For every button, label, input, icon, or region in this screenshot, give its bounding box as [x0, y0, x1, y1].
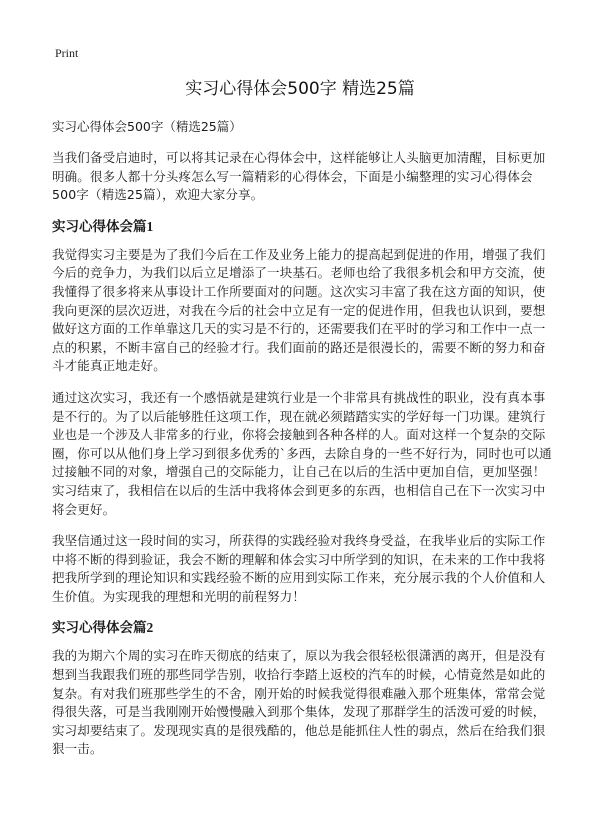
section-1-paragraph-1: 我觉得实习主要是为了我们今后在工作及业务上能力的提高起到促进的作用，增强了我们今后的竞争力，为我们以后立足增添了一块基石。老师也给了我很多机会和甲方交流，使我懂得了很多将来从事设计工作所要面对的问题。这次实习丰富了我在这方面的知识，使我向更深的层次迈进，对我在今后的社会中立足有一定的促进作用，但我也认识到，要想做好这方面的工作单靠这几天的实习是不行的，还需要我们在平时的学习和工作中一点一点的积累，不断丰富自己的经验才行。我们面前的路还是很漫长的，需要不断的努力和奋斗才能真正地走好。 [52, 246, 546, 374]
print-link[interactable]: Print [55, 46, 79, 60]
section-2-paragraph-1: 我的为期六个周的实习在昨天彻底的结束了，原以为我会很轻松很潇洒的离开，但是没有想到当我跟我们班的那些同学告别，收拾行李踏上返校的汽车的时候，心情竟然是如此的复杂。有对我们班那些学生的不舍，刚开始的时候我觉得很难融入那个班集体，常常会觉得很失落，可是当我刚刚开始慢慢融入到那个集体，发现了那群学生的活泼可爱的时候，实习却要结束了。发现现实真的是很残酷的，他总是能抓住人性的弱点，然后在给我们狠狠一击。 [52, 648, 546, 757]
intro-paragraph: 当我们备受启迪时，可以将其记录在心得体会中，这样能够让人头脑更加清醒，目标更加明确。很多人都十分头疼怎么写一篇精彩的心得体会，下面是小编整理的实习心得体会500字（精选25篇），欢迎大家分享。 [52, 150, 546, 203]
section-heading-2: 实习心得体会篇2 [52, 620, 154, 636]
article-body [52, 118, 552, 772]
article-subtitle: 实习心得体会500字（精选25篇） [52, 119, 242, 134]
page-title: 实习心得体会500字 精选25篇 [185, 79, 415, 99]
section-1-paragraph-3: 我坚信通过这一段时间的实习，所获得的实践经验对我终身受益，在我毕业后的实际工作中将不断的得到验证，我会不断的理解和体会实习中所学到的知识，在未来的工作中我将把我所学到的理论知识和实践经验不断的应用到实际工作来，充分展示我的个人价值和人生价值。为实现我的理想和光明的前程努力！ [52, 533, 546, 604]
section-heading-1: 实习心得体会篇1 [52, 218, 154, 234]
section-1-paragraph-2: 通过这次实习，我还有一个感悟就是建筑行业是一个非常具有挑战性的职业，没有真本事是不行的。为了以后能够胜任这项工作，现在就必须踏踏实实的学好每一门功课。建筑行业也是一个涉及人非常多的行业，你将会接触到各种各样的人。面对这样一个复杂的交际圈，你可以从他们身上学习到很多优秀的`多西，去除自身的一些不好行为，同时也可以通过接触不同的对象，增强自己的交际能力，让自己在以后的生活中更加自信，更加坚强！实习结束了，我相信在以后的生活中我将体会到更多的东西，也相信自己在下一次实习中将会更好。 [52, 389, 552, 517]
